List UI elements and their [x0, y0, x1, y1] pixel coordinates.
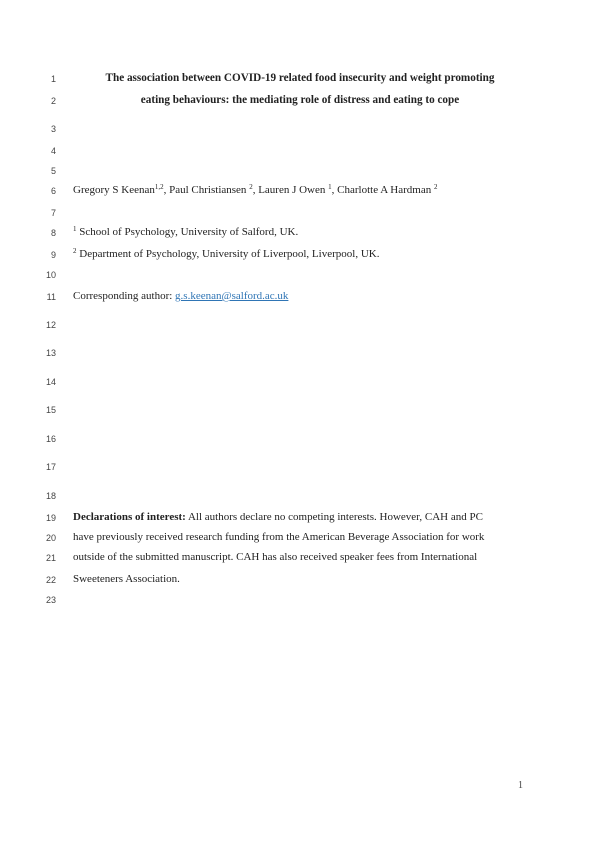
line-number-13: 13 — [45, 348, 56, 358]
line-number-9: 9 — [50, 250, 56, 260]
line-number-2: 2 — [50, 96, 56, 106]
paper-title-line-2: eating behaviours: the mediating role of distress and eating to cope — [140, 94, 460, 106]
line-number-4: 4 — [50, 146, 56, 156]
line-number-10: 10 — [45, 270, 56, 280]
author-affiliation-mark: 1 — [328, 183, 332, 191]
line-number-15: 15 — [45, 405, 56, 415]
author-separator: , — [331, 184, 338, 196]
page-number: 1 — [518, 780, 523, 791]
declarations-line-4: Sweeteners Association. — [73, 573, 180, 585]
affiliation-mark: 2 — [73, 247, 77, 255]
author-affiliation-mark: 1,2 — [154, 183, 164, 191]
declarations-text: All authors declare no competing interests. However, CAH and PC — [185, 511, 483, 523]
corresponding-author-label: Corresponding author: — [73, 290, 176, 302]
corresponding-email-link[interactable]: g.s.keenan@salford.ac.uk — [175, 290, 289, 302]
affiliation-mark: 1 — [73, 225, 77, 233]
corresponding-author — [73, 290, 288, 303]
line-number-3: 3 — [50, 124, 56, 134]
paper-title-line-1: The association between COVID-19 related food insecurity and weight promoting — [105, 72, 495, 84]
author-list — [73, 184, 437, 197]
author-separator: , — [163, 184, 170, 196]
line-number-14: 14 — [45, 377, 56, 387]
affiliation-text: School of Psychology, University of Salford, UK. — [76, 226, 299, 238]
declarations-line-1 — [73, 511, 483, 524]
line-number-23: 23 — [45, 595, 56, 605]
line-number-22: 22 — [45, 575, 56, 585]
line-number-5: 5 — [50, 166, 56, 176]
line-number-18: 18 — [45, 491, 56, 501]
line-number-7: 7 — [50, 208, 56, 218]
line-number-8: 8 — [50, 228, 56, 238]
line-number-12: 12 — [45, 320, 56, 330]
author-separator: , — [252, 184, 259, 196]
author-affiliation-mark: 2 — [433, 183, 438, 191]
line-number-1: 1 — [50, 74, 56, 84]
line-number-11: 11 — [46, 292, 56, 302]
author-name: Lauren J Owen — [258, 184, 329, 196]
declarations-heading: Declarations of interest: — [73, 511, 186, 523]
line-number-16: 16 — [45, 434, 56, 444]
line-number-19: 19 — [45, 513, 56, 523]
declarations-line-3: outside of the submitted manuscript. CAH has also received speaker fees from International — [73, 551, 478, 563]
line-number-21: 21 — [45, 553, 56, 563]
author-name: Charlotte A Hardman — [337, 184, 434, 196]
author-affiliation-mark: 2 — [249, 183, 253, 191]
line-number-17: 17 — [45, 462, 56, 472]
declarations-line-2: have previously received research funding from the American Beverage Association for work — [73, 531, 485, 543]
affiliation-1 — [73, 226, 298, 239]
author-name: Gregory S Keenan — [73, 184, 155, 196]
line-number-20: 20 — [45, 533, 56, 543]
affiliation-text: Department of Psychology, University of Liverpool, Liverpool, UK. — [76, 248, 380, 260]
line-number-6: 6 — [50, 186, 56, 196]
author-name: Paul Christiansen — [169, 184, 250, 196]
affiliation-2 — [73, 248, 379, 261]
